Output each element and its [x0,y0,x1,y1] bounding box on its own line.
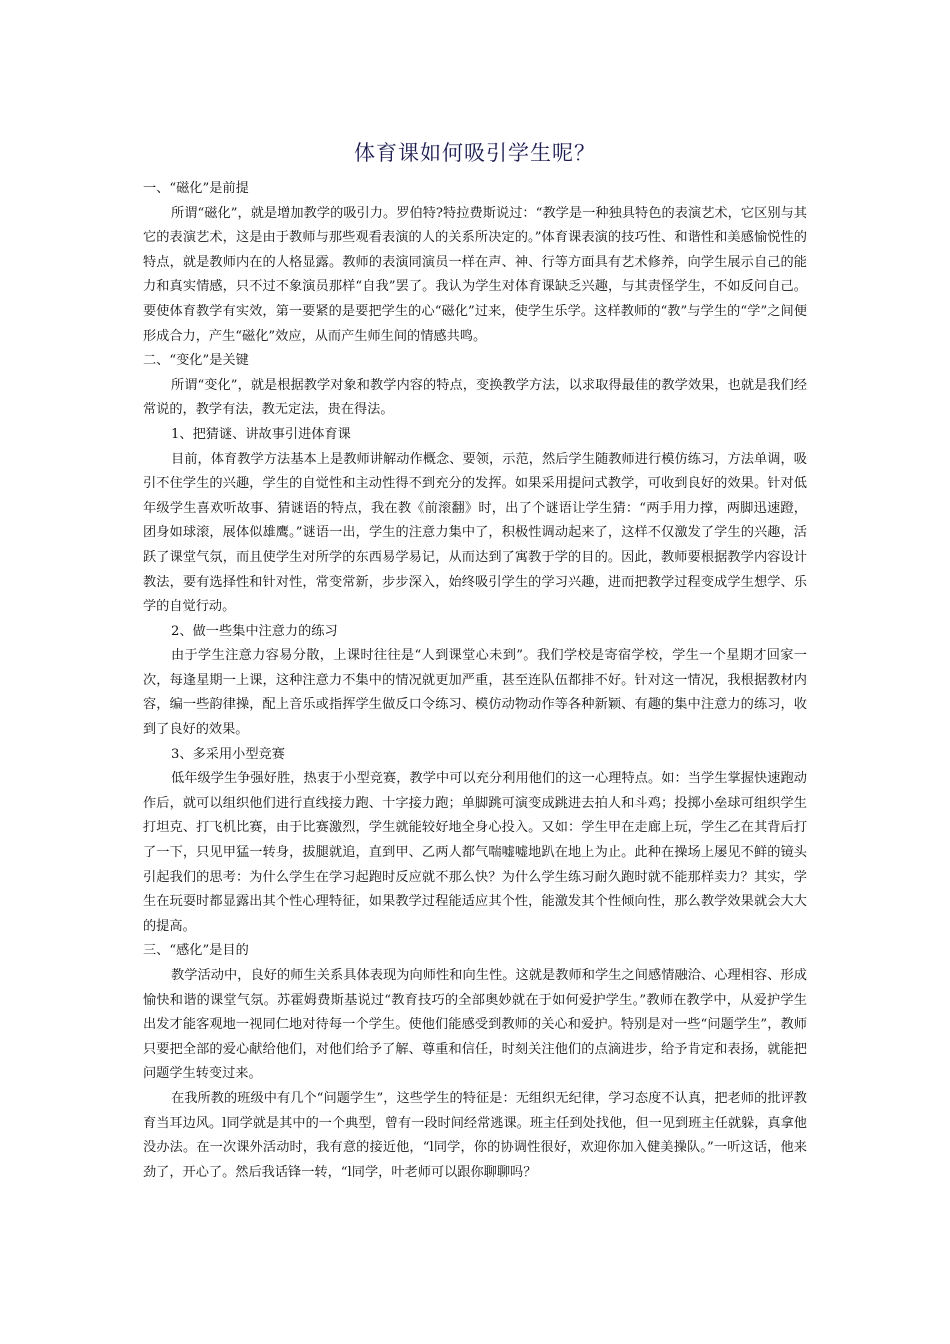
body-paragraph: 低年级学生争强好胜，热衷于小型竞赛，教学中可以充分利用他们的这一心理特点。如：当学生掌握快速跑动作后，就可以组织他们进行直线接力跑、十字接力跑；单脚跳可演变成跳进去拍人和斗鸡；投掷小垒球可组织学生打坦克、打飞机比赛，由于比赛激烈，学生就能较好地全身心投入。又如：学生甲在走廊上玩，学生乙在其背后打了一下，只见甲猛一转身，拔腿就追，直到甲、乙两人都气喘嘘嘘地趴在地上为止。此种在操场上屡见不鲜的镜头引起我们的思考：为什么学生在学习起跑时反应就不那么快？为什么学生练习耐久跑时就不能那样卖力？其实，学生在玩耍时都显露出其个性心理特征，如果教学过程能适应其个性，能激发其个性倾向性，那么教学效果就会大大的提高。 [143,771,807,934]
section-heading: 二、“变化”是关键 [143,353,249,369]
document-title: 体育课如何吸引学生呢？ [354,141,596,165]
body-paragraph: 所谓“磁化”，就是增加教学的吸引力。罗伯特?特拉费斯说过：“教学是一种独具特色的表演艺术，它区别与其它的表演艺术，这是由于教师与那些观看表演的人的关系所决定的。”体育课表演的技巧性、和谐性和美感愉悦性的特点，就是教师内在的人格显露。教师的表演同演员一样在声、神、行等方面具有艺术修养，向学生展示自己的能力和真实情感，只不过不象演员那样“自我”罢了。我认为学生对体育课缺乏兴趣，与其责怪学生，不如反问自己。要使体育教学有实效，第一要紧的是要把学生的心“磁化”过来，使学生乐学。这样教师的“教”与学生的“学”之间便形成合力，产生“磁化”效应，从而产生师生间的情感共鸣。 [143,205,807,344]
body-paragraph: 所谓“变化”，就是根据教学对象和教学内容的特点，变换教学方法，以求取得最佳的教学效果，也就是我们经常说的，教学有法，教无定法，贵在得法。 [143,377,807,418]
body-paragraph: 由于学生注意力容易分散，上课时往往是“人到课堂心未到”。我们学校是寄宿学校，学生一个星期才回家一次，每逢星期一上课，这种注意力不集中的情况就更加严重，甚至连队伍都排不好。针对这一情况，我根据教材内容，编一些韵律操，配上音乐或指挥学生做反口令练习、模仿动物动作等各种新颖、有趣的集中注意力的练习，收到了良好的效果。 [143,648,807,738]
subsection-heading: 1、把猜谜、讲故事引进体育课 [171,426,351,442]
document-body [143,177,807,1185]
subsection-heading: 3、多采用小型竞赛 [171,746,285,762]
section-heading: 三、“感化”是目的 [143,943,249,959]
section-heading: 一、“磁化”是前提 [143,181,249,196]
body-paragraph: 教学活动中，良好的师生关系具体表现为向师性和向生性。这就是教师和学生之间感情融洽、心理相容、形成愉快和谐的课堂气氛。苏霍姆费斯基说过“教育技巧的全部奥妙就在于如何爱护学生。”教师在教学中，从爱护学生出发才能客观地一视同仁地对待每一个学生。使他们能感受到教师的关心和爱护。特别是对一些“问题学生”，教师只要把全部的爱心献给他们，对他们给予了解、尊重和信任，时刻关注他们的点滴进步，给予肯定和表扬，就能把问题学生转变过来。 [143,968,807,1082]
body-paragraph: 在我所教的班级中有几个“问题学生”，这些学生的特征是：无组织无纪律，学习态度不认真，把老师的批评教育当耳边风。l同学就是其中的一个典型，曾有一段时间经常逃课。班主任到处找他，但一见到班主任就躲，真拿他没办法。在一次课外活动时，我有意的接近他，“l同学，你的协调性很好，欢迎你加入健美操队。”一听这话，他来劲了，开心了。然后我话锋一转，“l同学，叶老师可以跟你聊聊吗？ [143,1090,807,1180]
subsection-heading: 2、做一些集中注意力的练习 [171,623,338,639]
body-paragraph: 目前，体育教学方法基本上是教师讲解动作概念、要领，示范，然后学生随教师进行模仿练习，方法单调，吸引不住学生的兴趣，学生的自觉性和主动性得不到充分的发挥。如果采用提问式教学，可收到良好的效果。针对低年级学生喜欢听故事、猜谜语的特点，我在教《前滚翻》时，出了个谜语让学生猜：“两手用力撑，两脚迅速蹬，团身如球滚，展体似雄鹰。”谜语一出，学生的注意力集中了，积极性调动起来了，这样不仅激发了学生的兴趣，活跃了课堂气氛，而且使学生对所学的东西易学易记，从而达到了寓教于学的目的。因此，教师要根据教学内容设计教法，要有选择性和针对性，常变常新，步步深入，始终吸引学生的学习兴趣，进而把教学过程变成学生想学、乐学的自觉行动。 [143,451,807,615]
